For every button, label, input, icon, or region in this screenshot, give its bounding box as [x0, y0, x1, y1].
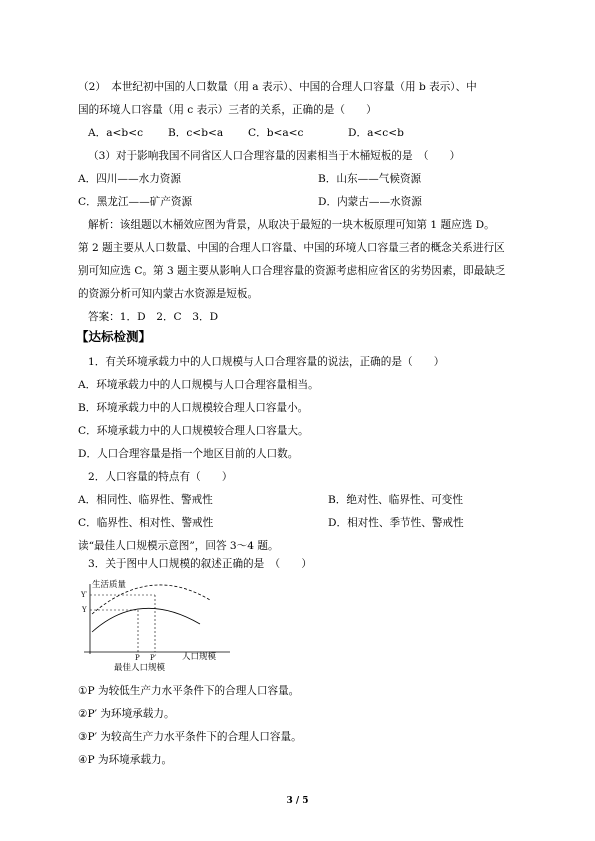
statement-1: ①P 为较低生产力水平条件下的合理人口容量。: [78, 685, 300, 697]
problem-1-option-c: C．环境承载力中的人口规模较合理人口容量大。: [78, 425, 309, 437]
y-label: Y: [82, 606, 87, 614]
q2-option-a: A．a<b<c: [88, 127, 144, 139]
problem-2-option-a: A．相同性、临界性、警戒性: [78, 494, 213, 506]
problem-1-option-b: B．环境承载力中的人口规模较合理人口容量小。: [78, 402, 309, 414]
statement-3: ③P′ 为较高生产力水平条件下的合理人口容量。: [78, 731, 302, 743]
curve-lower: [92, 608, 200, 632]
problem-3-stem: 3．关于图中人口规模的叙述正确的是 （ ）: [88, 558, 312, 570]
q3-stem: （3）对于影响我国不同省区人口合理容量的因素相当于木桶短板的是 （ ）: [88, 150, 461, 162]
figure-caption: 最佳人口规模: [114, 663, 166, 673]
read-instruction: 读“最佳人口规模示意图”，回答 3～4 题。: [78, 540, 279, 552]
problem-1-option-a: A．环境承载力中的人口规模与人口合理容量相当。: [78, 379, 319, 391]
q2-line-1: （2） 本世纪初中国的人口数量（用 a 表示）、中国的合理人口容量（用 b 表示）、中: [78, 81, 477, 93]
explanation-line-3: 别可知应选 C。第 3 题主要从影响人口合理容量的资源考虑相应省区的劣势因素，即最缺乏: [78, 265, 506, 277]
q2-option-c: C．b<a<c: [248, 127, 304, 139]
page-number: 3 / 5: [286, 796, 309, 806]
q3-option-d: D．内蒙古——水资源: [318, 196, 422, 208]
q2-option-d: D．a<c<b: [348, 127, 404, 139]
q2-option-b: B．c<b<a: [168, 127, 224, 139]
problem-1-stem: 1．有关环境承载力中的人口规模与人口合理容量的说法，正确的是（ ）: [88, 356, 445, 368]
q2-line-2: 国的环境人口容量（用 c 表示）三者的关系，正确的是（ ）: [78, 104, 377, 116]
section-heading: 【达标检测】: [76, 329, 152, 344]
p-prime-label: P′: [150, 654, 157, 662]
problem-2-option-c: C．临界性、相对性、警戒性: [78, 517, 214, 529]
problem-2-option-b: B．绝对性、临界性、可变性: [328, 494, 463, 506]
x-axis-label: 人口规模: [182, 652, 217, 662]
answer-line: 答案：1．D 2．C 3．D: [88, 311, 219, 323]
explanation-line-4: 的资源分析可知内蒙古水资源是短板。: [78, 288, 259, 300]
optimal-population-diagram: [80, 574, 240, 674]
problem-2-option-d: D．相对性、季节性、警戒性: [328, 517, 464, 529]
q3-option-c: C．黑龙江——矿产资源: [78, 196, 193, 208]
explanation-line-1: 解析：该组题以木桶效应图为背景，从取决于最短的一块木板原理可知第 1 题应选 D。: [88, 219, 495, 231]
q3-option-b: B．山东——气候资源: [318, 173, 422, 185]
explanation-line-2: 第 2 题主要从人口数量、中国的合理人口容量、中国的环境人口容量三者的概念关系进行区: [78, 242, 505, 254]
problem-2-stem: 2．人口容量的特点有（ ）: [88, 471, 233, 483]
y-prime-label: Y′: [81, 591, 88, 599]
y-axis-label: 生活质量: [92, 580, 127, 590]
q3-option-a: A．四川——水力资源: [78, 173, 181, 185]
problem-1-option-d: D．人口合理容量是指一个地区目前的人口数。: [78, 448, 299, 460]
p-label: P: [135, 654, 140, 662]
statement-4: ④P 为环境承载力。: [78, 754, 173, 766]
statement-2: ②P′ 为环境承载力。: [78, 708, 175, 720]
